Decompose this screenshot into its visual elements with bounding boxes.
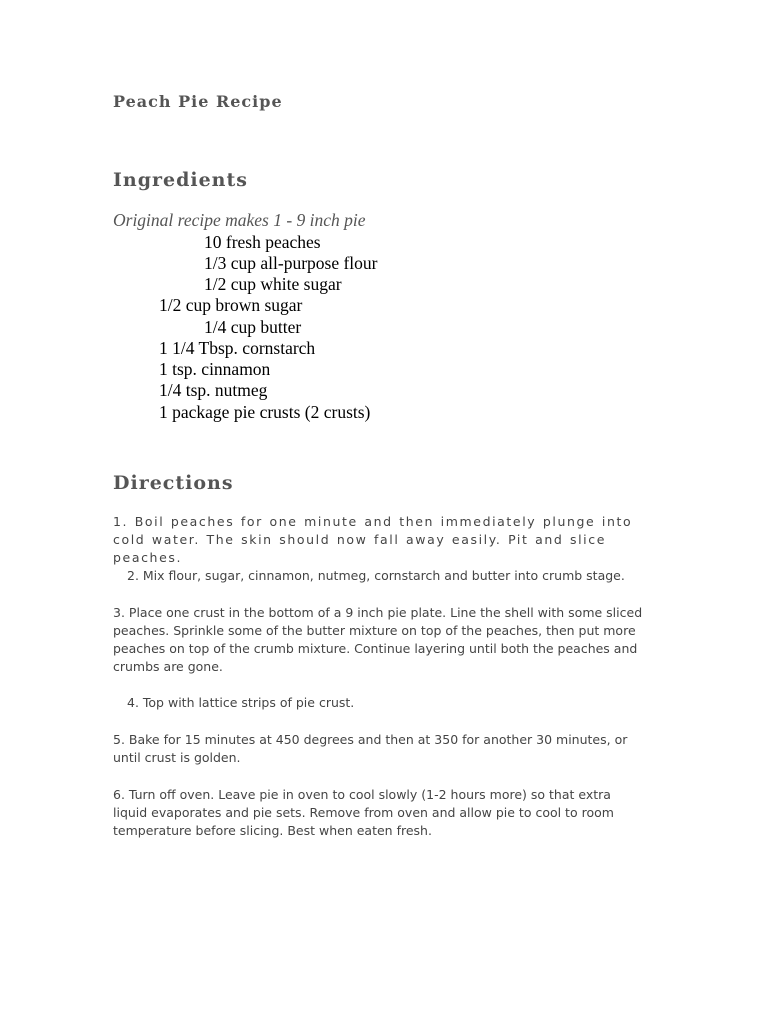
ingredient-item: 1 tsp. cinnamon — [159, 359, 271, 379]
ingredient-item: 1/2 cup brown sugar — [159, 295, 303, 315]
yield-text: Original recipe makes 1 - 9 inch pie — [113, 210, 366, 230]
ingredient-item: 1 1/4 Tbsp. cornstarch — [159, 338, 316, 358]
ingredient-item: 1/2 cup white sugar — [204, 274, 342, 294]
recipe-title: Peach Pie Recipe — [113, 92, 283, 111]
ingredient-item: 1 package pie crusts (2 crusts) — [159, 402, 371, 422]
ingredient-item: 10 fresh peaches — [204, 232, 321, 252]
direction-step-3: 3. Place one crust in the bottom of a 9 inch pie plate. Line the shell with some sliced peaches. Sprinkle some of the butter mixture on top of the peaches, then put more peaches on top of the crumb mixture. Continue layering until both the peaches and crumbs are gone. — [113, 605, 643, 674]
direction-step-4: 4. Top with lattice strips of pie crust. — [127, 695, 355, 710]
direction-step-2: 2. Mix flour, sugar, cinnamon, nutmeg, cornstarch and butter into crumb stage. — [127, 568, 625, 583]
directions-heading: Directions — [113, 472, 234, 494]
direction-step-1: 1. Boil peaches for one minute and then immediately plunge into cold water. The skin should now fall away easily. Pit and slice peaches. — [113, 514, 633, 565]
direction-step-5: 5. Bake for 15 minutes at 450 degrees and then at 350 for another 30 minutes, or until crust is golden. — [113, 732, 628, 765]
ingredient-item: 1/4 tsp. nutmeg — [159, 380, 268, 400]
ingredients-heading: Ingredients — [113, 169, 248, 191]
ingredient-item: 1/4 cup butter — [204, 317, 302, 337]
ingredient-item: 1/3 cup all-purpose flour — [204, 253, 378, 273]
direction-step-6: 6. Turn off oven. Leave pie in oven to cool slowly (1-2 hours more) so that extra liquid evaporates and pie sets. Remove from oven and allow pie to cool to room temperature before slicing. Best when eaten fresh. — [113, 787, 614, 838]
